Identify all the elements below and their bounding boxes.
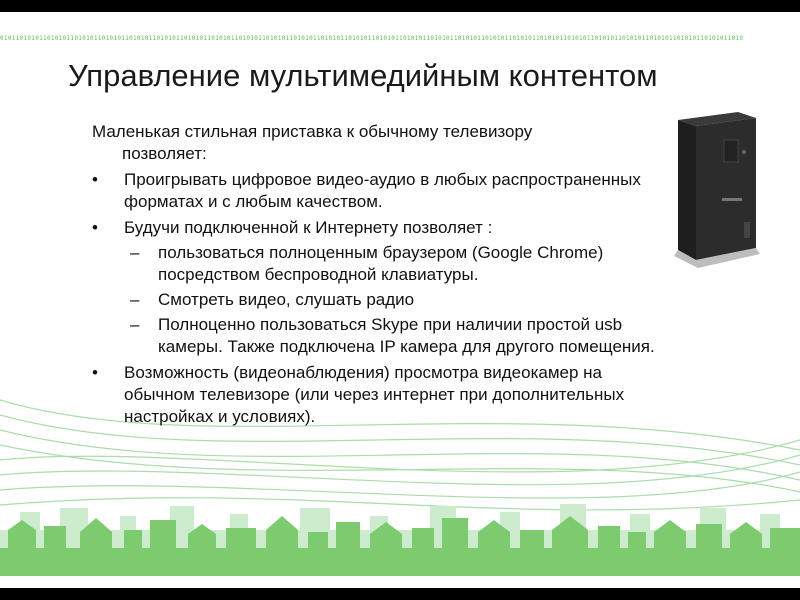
binary-decoration: 0101101010110101011010101101010110101011010101101010110101011010101101010110101011010101101010110101011010101101010110101011010101101010110101011010101101010110101011010101101010110101011010 (0, 35, 744, 42)
bullet-marker: • (92, 170, 98, 189)
sub-item (92, 242, 662, 286)
sub-marker: – (130, 315, 140, 334)
bullet-marker: • (92, 363, 98, 382)
bullet-marker: • (92, 218, 98, 237)
sub-item (92, 289, 662, 311)
intro-line-1: Маленькая стильная приставка к обычному телевизору (92, 122, 533, 141)
slide-body (92, 121, 662, 428)
bullet-text: Будучи подключенной к Интернету позволяет : (124, 218, 493, 237)
bullet-item (92, 217, 662, 239)
bullet-item (92, 169, 662, 213)
sub-text: Полноценно пользоваться Skype при наличии простой usb камеры. Также подключена IP камера для другого помещения. (158, 315, 655, 356)
sub-text: Смотреть видео, слушать радио (158, 290, 415, 309)
sub-item (92, 314, 662, 358)
bullet-text: Проигрывать цифровое видео-аудио в любых распространенных форматах и с любым качеством. (124, 170, 641, 211)
slide-title: Управление мультимедийным контентом (68, 58, 658, 93)
sub-text: пользоваться полноценным браузером (Google Chrome) посредством беспроводной клавиатуры. (158, 243, 604, 284)
sub-marker: – (130, 290, 140, 309)
media-player-device-image (670, 110, 765, 270)
sub-marker: – (130, 243, 140, 262)
bottom-border (0, 588, 800, 600)
intro-text (92, 121, 662, 165)
bullet-text: Возможность (видеонаблюдения) просмотра видеокамер на обычном телевизоре (или через интернет при дополнительных настройках и условиях). (124, 363, 625, 426)
bullet-item (92, 362, 662, 428)
top-border (0, 0, 800, 12)
intro-line-2: позволяет: (122, 144, 207, 163)
